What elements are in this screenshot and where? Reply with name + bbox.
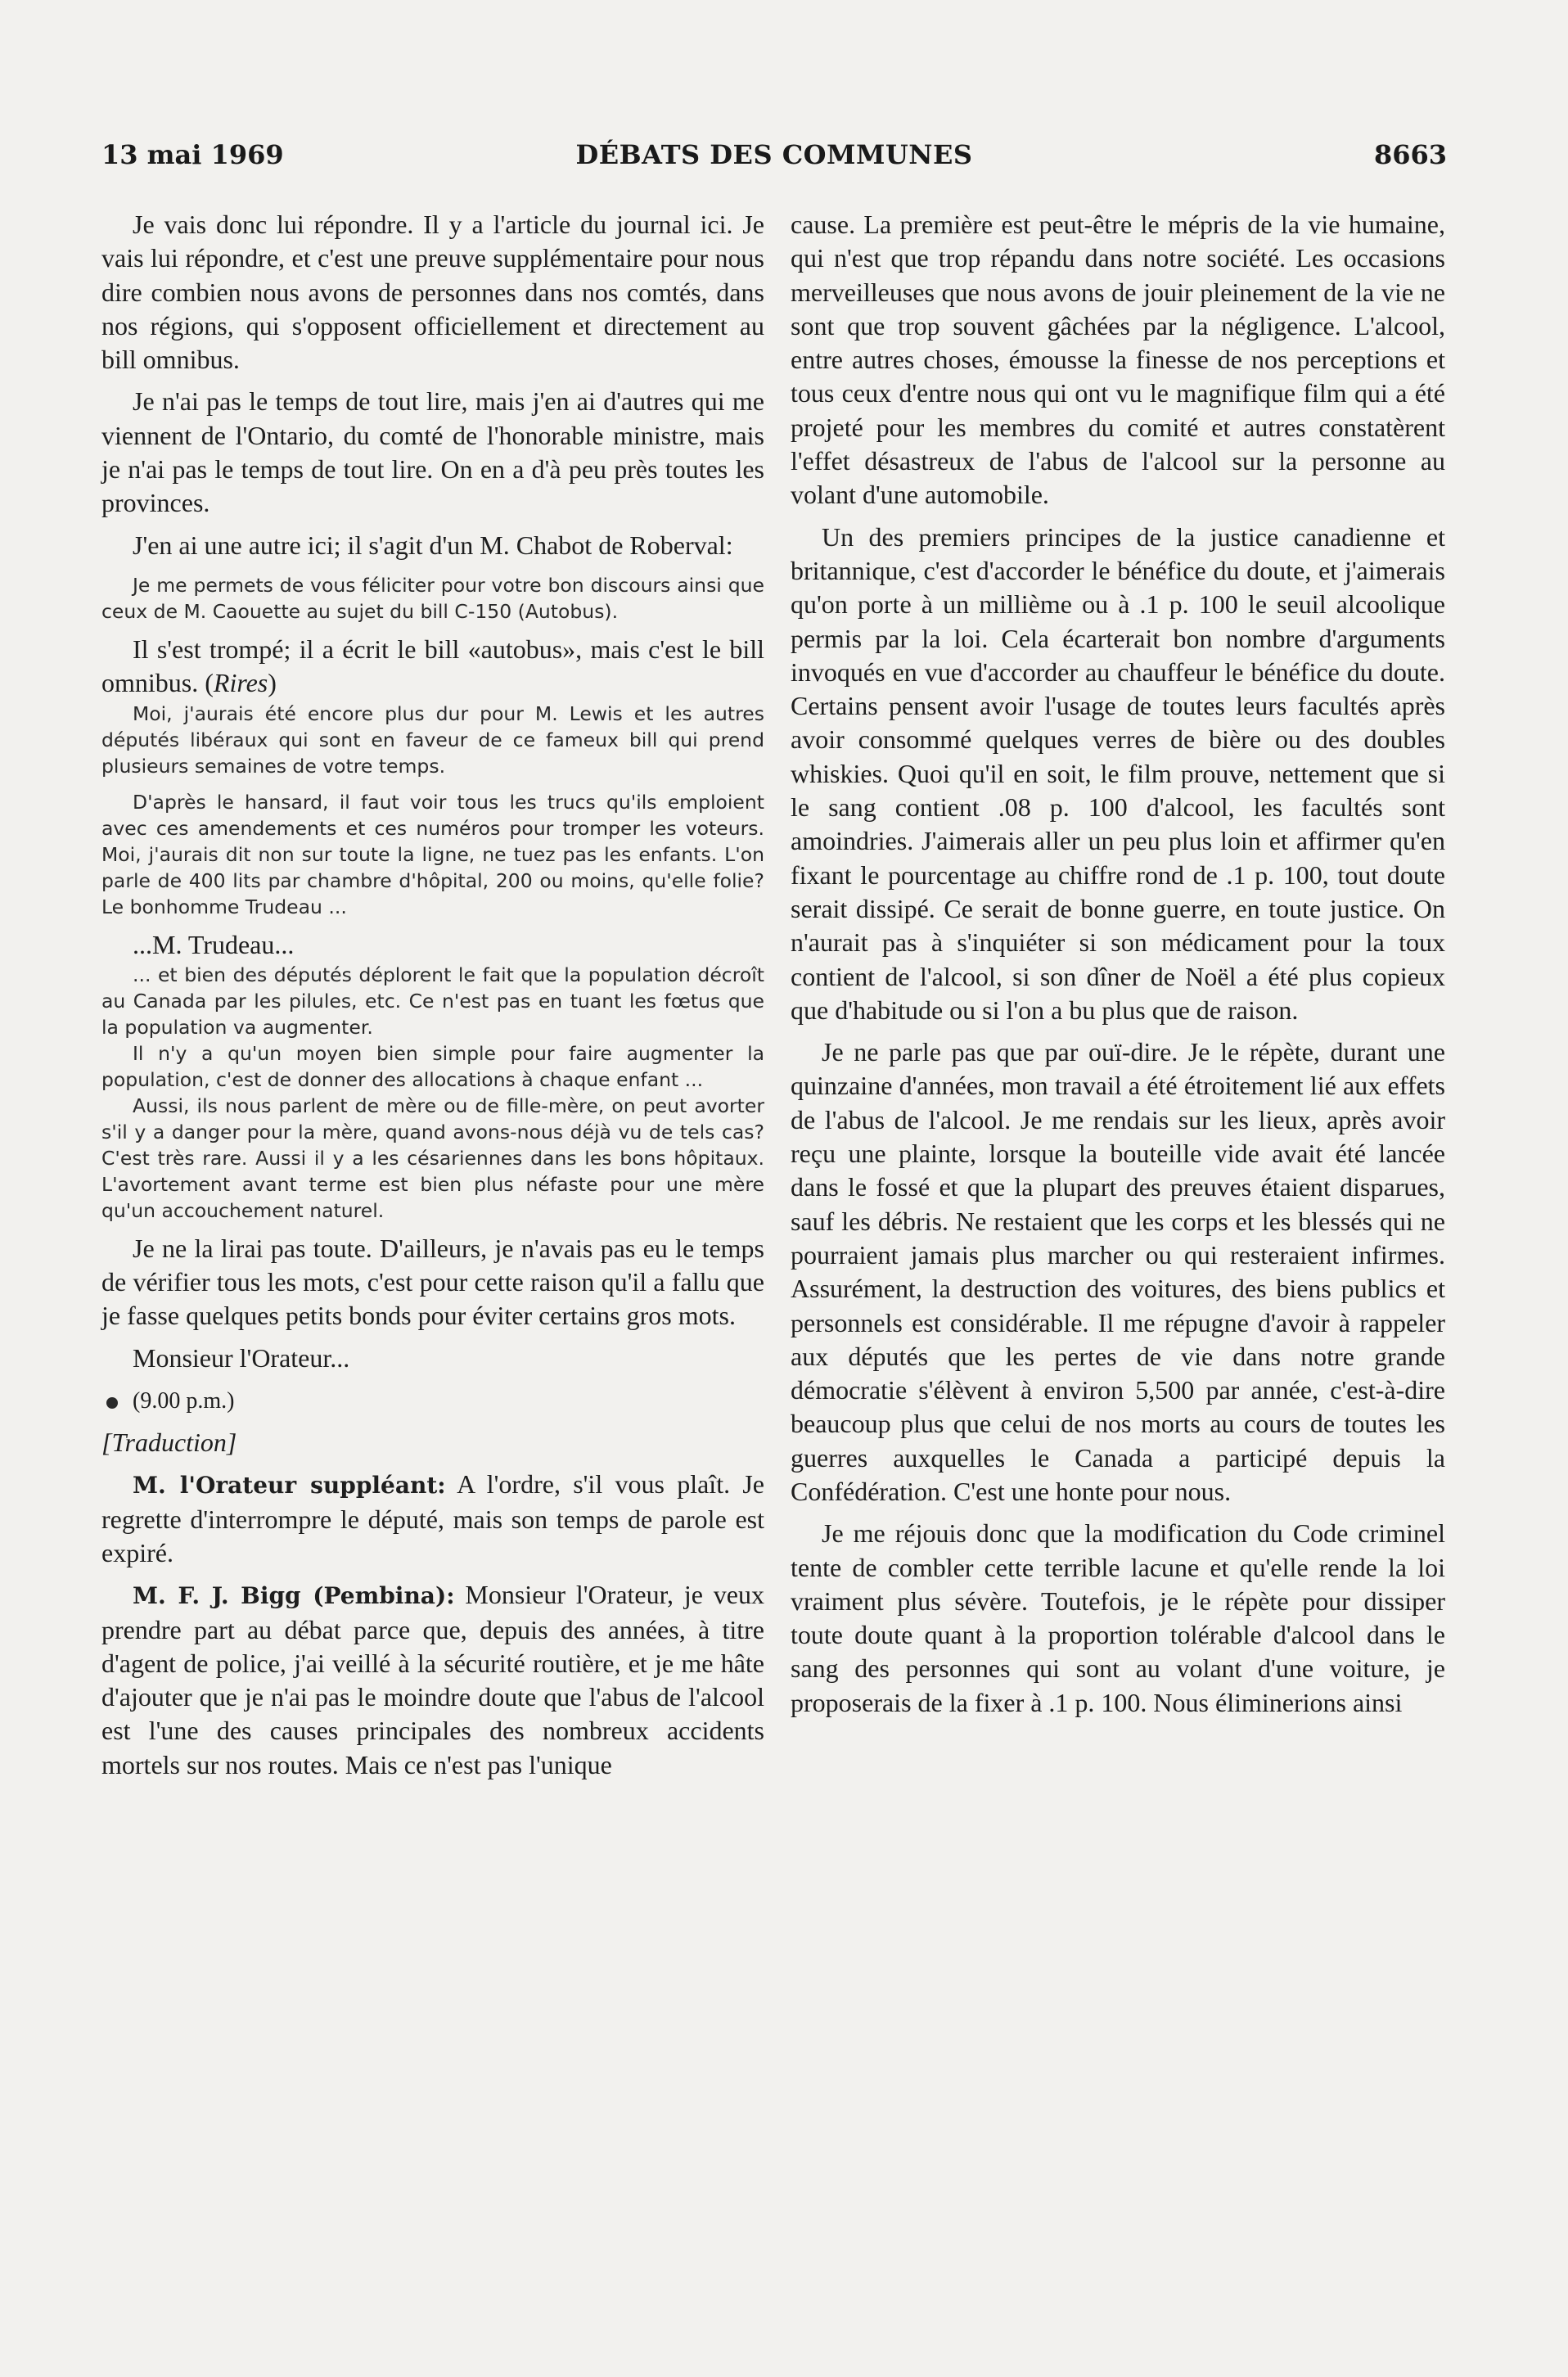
paragraph	[101, 1468, 764, 1570]
quoted-letter: Aussi, ils nous parlent de mère ou de fille-mère, on peut avorter s'il y a danger pour la mère, quand avons-nous déjà vu de tels cas? C'est très rare. Aussi il y a les césariennes dans les bons hôpitaux. L'avortement avant terme est bien plus néfaste pour une mère qu'un accouchement naturel.	[101, 1094, 764, 1222]
left-column	[101, 208, 764, 1782]
paragraph: Monsieur l'Orateur...	[133, 1342, 350, 1373]
quoted-letter: Il n'y a qu'un moyen bien simple pour faire augmenter la population, c'est de donner des allocations à chaque enfant ...	[101, 1041, 764, 1091]
speaker-name: M. F. J. Bigg (Pembina):	[133, 1582, 455, 1610]
header-title: DÉBATS DES COMMUNES	[575, 139, 973, 170]
header-date: 13 mai 1969	[101, 139, 284, 170]
time-text: (9.00 p.m.)	[133, 1388, 235, 1414]
paragraph: cause. La première est peut-être le mépris de la vie humaine, qui n'est que trop répandu dans notre société. Les occasions merveilleuses que nous avons de jouir pleinement de la vie ne sont que trop souvent gâchées par la négligence. L'alcool, entre autres choses, émousse la finesse de nos perceptions et tous ceux d'entre nous qui ont vu le magnifique film qui a été projeté pour les membres du comité et autres constatèrent l'effet désastreux de l'abus de l'alcool sur la personne au volant d'une automobile.	[791, 210, 1445, 510]
translation-note: [Traduction]	[101, 1428, 237, 1458]
quoted-letter: Moi, j'aurais été encore plus dur pour M. Lewis et les autres députés libéraux qui sont en faveur de ce fameux bill qui prend plusieurs semaines de votre temps.	[101, 701, 764, 778]
paragraph: J'en ai une autre ici; il s'agit d'un M. Chabot de Roberval:	[133, 530, 733, 560]
speaker-name: M. l'Orateur suppléant:	[133, 1472, 446, 1500]
paragraph: Je n'ai pas le temps de tout lire, mais j'en ai d'autres qui me viennent de l'Ontario, du comté de l'honorable ministre, mais je n'ai pas le temps de tout lire. On en a d'à peu près toutes les provinces.	[101, 386, 764, 518]
time-marker	[101, 1385, 764, 1418]
paragraph: ...M. Trudeau...	[133, 929, 295, 959]
paragraph: Je ne parle pas que par ouï-dire. Je le répète, durant une quinzaine d'années, mon travail a été étroitement lié aux effets de l'abus de l'alcool. Je me rendais sur les lieux, après avoir reçu une plainte, lorsque la bouteille vide avait été lancée dans le fossé et que la plupart des preuves étaient disparues, sauf les débris. Ne restaient que les corps et les blessés qui ne pourraient jamais plus marcher ou qui resteraient infirmes. Assurément, la destruction des voitures, des biens publics et personnels est considérable. Il me répugne d'avoir à rappeler aux députés que les pertes de vie dans notre grande démocratie s'élèvent à environ 5,500 par année, c'est-à-dire beaucoup plus que celui de nos morts au cours de toutes les guerres auxquelles le Canada a participé depuis la Confédération. C'est une honte pour nous.	[791, 1037, 1445, 1506]
quoted-letter: Je me permets de vous féliciter pour votre bon discours ainsi que ceux de M. Caouette au sujet du bill C-150 (Autobus).	[101, 573, 764, 623]
paragraph: Je vais donc lui répondre. Il y a l'article du journal ici. Je vais lui répondre, et c'est une preuve supplémentaire pour nous dire combien nous avons de personnes dans nos comtés, dans nos régions, qui s'opposent officiellement et directement au bill omnibus.	[101, 210, 764, 375]
paragraph: Je ne la lirai pas toute. D'ailleurs, je n'avais pas eu le temps de vérifier tous les mots, c'est pour cette raison qu'il a fallu que je fasse quelques petits bonds pour éviter certains gros mots.	[101, 1233, 764, 1331]
right-column	[791, 208, 1445, 1720]
paragraph: Un des premiers principes de la justice canadienne et britannique, c'est d'accorder le bénéfice du doute, et j'aimerais qu'on porte à un millième ou à .1 p. 100 le seuil alcoolique permis par la loi. Cela écarterait bon nombre d'arguments invoqués en vue d'accorder au chauffeur le bénéfice du doute. Certains pensent avoir l'usage de toutes leurs facultés après avoir consommé quelques verres de bière ou des doubles whiskies. Quoi qu'il en soit, le film prouve, nettement que si le sang contient .08 p. 100 d'alcool, les facultés sont amoindries. J'aimerais aller un peu plus loin et affirmer qu'en fixant le pourcentage au chiffre rond de .1 p. 100, tout doute serait dissipé. Ce serait de bonne guerre, en toute justice. On n'aurait pas à s'inquiéter si son médicament pour la toux contient de l'alcool, si son dîner de Noël a été plus copieux que d'habitude ou si l'on a bu plus que de raison.	[791, 521, 1445, 1025]
speech-text: A l'ordre, s'il vous plaît. Je regrette d'interrompre le député, mais son temps de parole est expiré.	[101, 1469, 765, 1567]
paragraph: Je me réjouis donc que la modification du Code criminel tente de combler cette terrible lacune et qu'elle rende la loi vraiment plus sévère. Toutefois, je le répète pour dissiper toute doute quant à la proportion tolérable d'alcool dans le sang des personnes qui sont au volant d'une voiture, je proposerais de la fixer à .1 p. 100. Nous éliminerions ainsi	[791, 1518, 1445, 1717]
paragraph-text: Il s'est trompé; il a écrit le bill «autobus», mais c'est le bill omnibus. (	[101, 634, 764, 698]
paragraph	[101, 633, 764, 701]
speech-text: Monsieur l'Orateur, je veux prendre part au débat parce que, depuis des années, à titre d'agent de police, j'ai veillé à la sécurité routière, et je me hâte d'ajouter que je n'ai pas le moindre doute que l'abus de l'alcool est l'une des causes principales des nombreux accidents mortels sur nos routes. Mais ce n'est pas l'unique	[101, 1580, 764, 1779]
paragraph	[101, 1578, 764, 1782]
paragraph-text-end: )	[268, 668, 277, 698]
bullet-icon	[106, 1397, 118, 1409]
quoted-letter: D'après le hansard, il faut voir tous les trucs qu'ils emploient avec ces amendements et ces numéros pour tromper les voteurs. Moi, j'aurais dit non sur toute la ligne, ne tuez pas les enfants. L'on parle de 400 lits par chambre d'hôpital, 200 ou moins, qu'elle folie? Le bonhomme Trudeau ...	[101, 790, 764, 918]
page-header	[101, 139, 1447, 182]
paragraph-italic: Rires	[213, 668, 268, 698]
quoted-letter: ... et bien des députés déplorent le fait que la population décroît au Canada par les pilules, etc. Ce n'est pas en tuant les fœtus que la population va augmenter.	[101, 963, 764, 1039]
page-number: 8663	[1373, 139, 1447, 170]
